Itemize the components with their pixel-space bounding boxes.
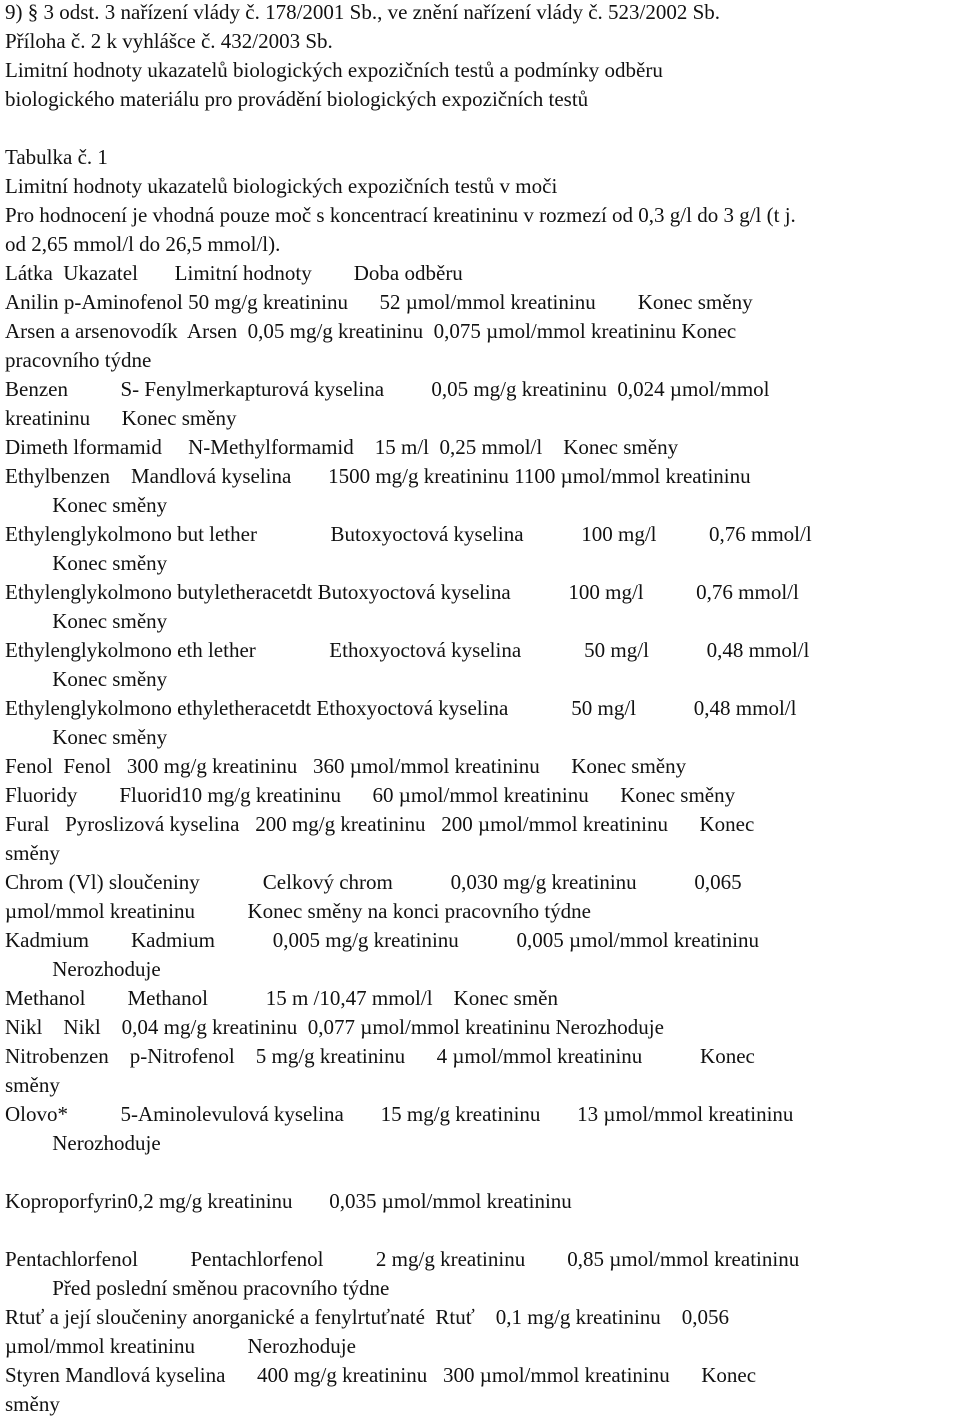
table-row: Nitrobenzen p-Nitrofenol 5 mg/g kreatininu 4 µmol/mmol kreatininu Konec [5,1044,755,1068]
table-row-cont: směny [5,1073,60,1097]
table-row-cont: Nerozhoduje [5,957,161,981]
table-row: Kadmium Kadmium 0,005 mg/g kreatininu 0,005 µmol/mmol kreatininu [5,928,760,952]
table-row-cont: pracovního týdne [5,348,152,372]
table-caption: Tabulka č. 1 [5,145,108,169]
table-row: Benzen S- Fenylmerkapturová kyselina 0,05 mg/g kreatininu 0,024 µmol/mmol [5,377,770,401]
table-title: Limitní hodnoty ukazatelů biologických expozičních testů v moči [5,174,558,198]
table-row: Ethylenglykolmono eth lether Ethoxyoctová kyselina 50 mg/l 0,48 mmol/l [5,638,810,662]
table-row: Anilin p-Aminofenol 50 mg/g kreatininu 52 µmol/mmol kreatininu Konec směny [5,290,753,314]
table-row-cont: Konec směny [5,493,168,517]
table-row: Pentachlorfenol Pentachlorfenol 2 mg/g kreatininu 0,85 µmol/mmol kreatininu [5,1247,800,1271]
table-row: Ethylenglykolmono butyletheracetdt Butoxyoctová kyselina 100 mg/l 0,76 mmol/l [5,580,799,604]
table-row-cont: Konec směny [5,609,168,633]
table-row-cont: Před poslední směnou pracovního týdne [5,1276,390,1300]
table-row-cont: směny [5,1392,60,1416]
footnote-line: 9) § 3 odst. 3 nařízení vlády č. 178/2001 Sb., ve znění nařízení vlády č. 523/2002 Sb. [5,0,721,24]
table-row-cont: Konec směny [5,551,168,575]
table-row: Chrom (Vl) sloučeniny Celkový chrom 0,030 mg/g kreatininu 0,065 [5,870,742,894]
table-row: Fluoridy Fluorid10 mg/g kreatininu 60 µmol/mmol kreatininu Konec směny [5,783,736,807]
table-row-cont: Konec směny [5,667,168,691]
table-row: Methanol Methanol 15 m /10,47 mmol/l Konec směn [5,986,558,1010]
annex-reference: Příloha č. 2 k vyhlášce č. 432/2003 Sb. [5,29,333,53]
table-row: Arsen a arsenovodík Arsen 0,05 mg/g kreatininu 0,075 µmol/mmol kreatininu Konec [5,319,737,343]
table-row: Rtuť a její sloučeniny anorganické a fenylrtuťnaté Rtuť 0,1 mg/g kreatininu 0,056 [5,1305,730,1329]
table-row-cont: Konec směny [5,725,168,749]
table-header-row: Látka Ukazatel Limitní hodnoty Doba odběru [5,261,463,285]
table-row: Dimeth lformamid N-Methylformamid 15 m/l 0,25 mmol/l Konec směny [5,435,679,459]
document-title: biologického materiálu pro provádění biologických expozičních testů [5,87,589,111]
table-row: Ethylenglykolmono but lether Butoxyoctová kyselina 100 mg/l 0,76 mmol/l [5,522,812,546]
table-row-cont: µmol/mmol kreatininu Nerozhoduje [5,1334,356,1358]
table-note: Pro hodnocení je vhodná pouze moč s koncentrací kreatininu v rozmezí od 0,3 g/l do 3 g/l (t j. [5,203,796,227]
table-row: Ethylbenzen Mandlová kyselina 1500 mg/g kreatininu 1100 µmol/mmol kreatininu [5,464,751,488]
table-note: od 2,65 mmol/l do 26,5 mmol/l). [5,232,281,256]
table-row-cont: kreatininu Konec směny [5,406,237,430]
table-row: Nikl Nikl 0,04 mg/g kreatininu 0,077 µmol/mmol kreatininu Nerozhoduje [5,1015,664,1039]
document-title: Limitní hodnoty ukazatelů biologických expozičních testů a podmínky odběru [5,58,663,82]
table-row: Koproporfyrin0,2 mg/g kreatininu 0,035 µmol/mmol kreatininu [5,1189,572,1213]
table-row-cont: směny [5,841,60,865]
table-row: Ethylenglykolmono ethyletheracetdt Ethoxyoctová kyselina 50 mg/l 0,48 mmol/l [5,696,797,720]
table-row: Fural Pyroslizová kyselina 200 mg/g kreatininu 200 µmol/mmol kreatininu Konec [5,812,755,836]
table-row-cont: µmol/mmol kreatininu Konec směny na konci pracovního týdne [5,899,591,923]
table-row-cont: Nerozhoduje [5,1131,161,1155]
table-row: Styren Mandlová kyselina 400 mg/g kreatininu 300 µmol/mmol kreatininu Konec [5,1363,757,1387]
table-row: Olovo* 5-Aminolevulová kyselina 15 mg/g kreatininu 13 µmol/mmol kreatininu [5,1102,794,1126]
table-row: Fenol Fenol 300 mg/g kreatininu 360 µmol/mmol kreatininu Konec směny [5,754,687,778]
